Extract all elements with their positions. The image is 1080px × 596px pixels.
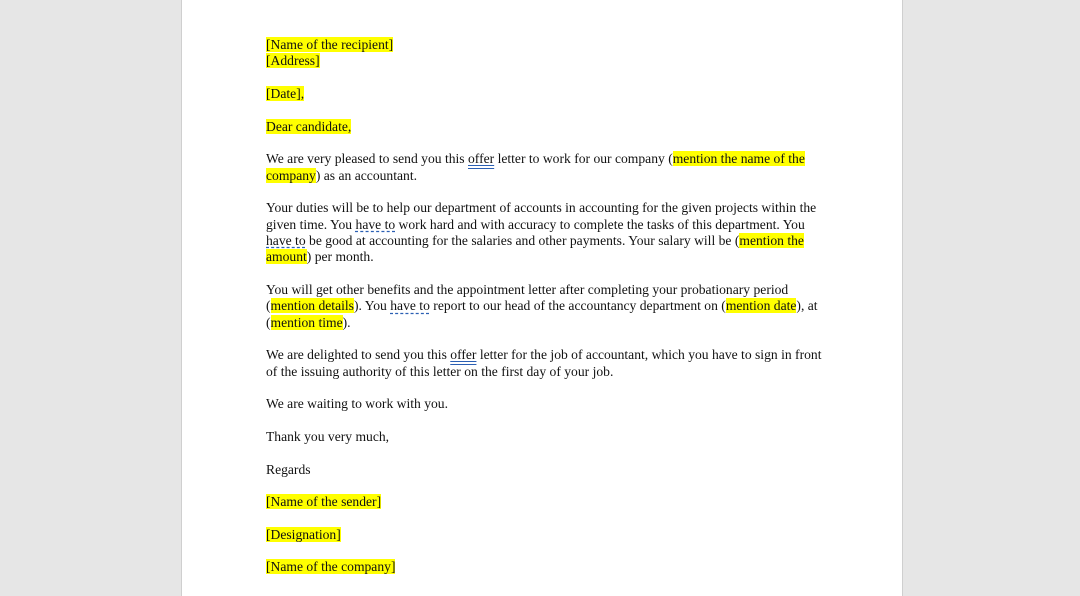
paragraph-text: letter for the job of accountant, which you have to sign in front of the issuing authority of this letter on the first day of your job. (266, 347, 822, 379)
paragraph-text: Your duties will be to help our department of accounts in accounting for the given projects within the given time. You (266, 200, 817, 232)
paragraph-text: We are very pleased to send you this (266, 151, 468, 167)
recipient-name-line (266, 37, 826, 53)
paragraph-thanks: Thank you very much, (266, 429, 390, 444)
regards-line: Regards (266, 461, 311, 477)
spelling-flag-word[interactable]: offer (468, 151, 495, 167)
sender-name-line (266, 494, 826, 510)
sender-name-placeholder: [Name of the sender] (266, 494, 382, 510)
address-placeholder: [Address] (266, 53, 320, 69)
letter-body[interactable] (266, 37, 826, 592)
details-placeholder: mention details (270, 298, 354, 314)
grammar-flag-phrase[interactable]: have to (266, 233, 306, 248)
document-page[interactable] (181, 0, 903, 596)
company-name-placeholder: mention the name of the company (266, 151, 805, 183)
company-name-placeholder-footer: [Name of the company] (266, 559, 396, 575)
paragraph-text: ), at ( (266, 298, 818, 330)
salutation-line (266, 119, 826, 135)
grammar-flag-phrase[interactable]: have to (390, 298, 430, 314)
spelling-flag-word[interactable]: offer (450, 347, 477, 363)
grammar-flag-phrase[interactable]: have to (355, 216, 396, 232)
paragraph-text: ). You (353, 298, 391, 314)
date-placeholder: [Date], (266, 86, 305, 101)
paragraph-waiting: We are waiting to work with you. (266, 396, 449, 412)
amount-placeholder: mention the amount (266, 233, 804, 265)
paragraph-benefits (266, 282, 826, 331)
paragraph-text: work hard and with accuracy to complete the tasks of this department. You (395, 216, 805, 232)
paragraph-text: ) as an accountant. (315, 167, 417, 183)
paragraph-text: We are delighted to send you this (266, 347, 451, 363)
date-line (266, 86, 826, 102)
designation-line (266, 527, 826, 543)
address-line (266, 53, 826, 69)
paragraph-text: letter to work for our company ( (494, 151, 673, 167)
time-placeholder: mention time (270, 314, 343, 330)
paragraph-offer (266, 151, 826, 184)
paragraph-text: ). (342, 314, 351, 330)
paragraph-text: report to our head of the accountancy department on ( (429, 298, 726, 314)
paragraph-sign (266, 347, 826, 380)
paragraph-text: You will get other benefits and the appointment letter after completing your probationary period ( (266, 282, 789, 314)
date-placeholder-inline: mention date (725, 298, 797, 314)
paragraph-duties (266, 200, 826, 266)
salutation-text: Dear candidate, (266, 118, 352, 134)
paragraph-text: be good at accounting for the salaries and other payments. Your salary will be ( (305, 233, 740, 248)
recipient-name-placeholder: [Name of the recipient] (266, 37, 394, 52)
company-name-line (266, 559, 826, 575)
designation-placeholder: [Designation] (266, 526, 341, 542)
paragraph-text: ) per month. (306, 249, 374, 265)
